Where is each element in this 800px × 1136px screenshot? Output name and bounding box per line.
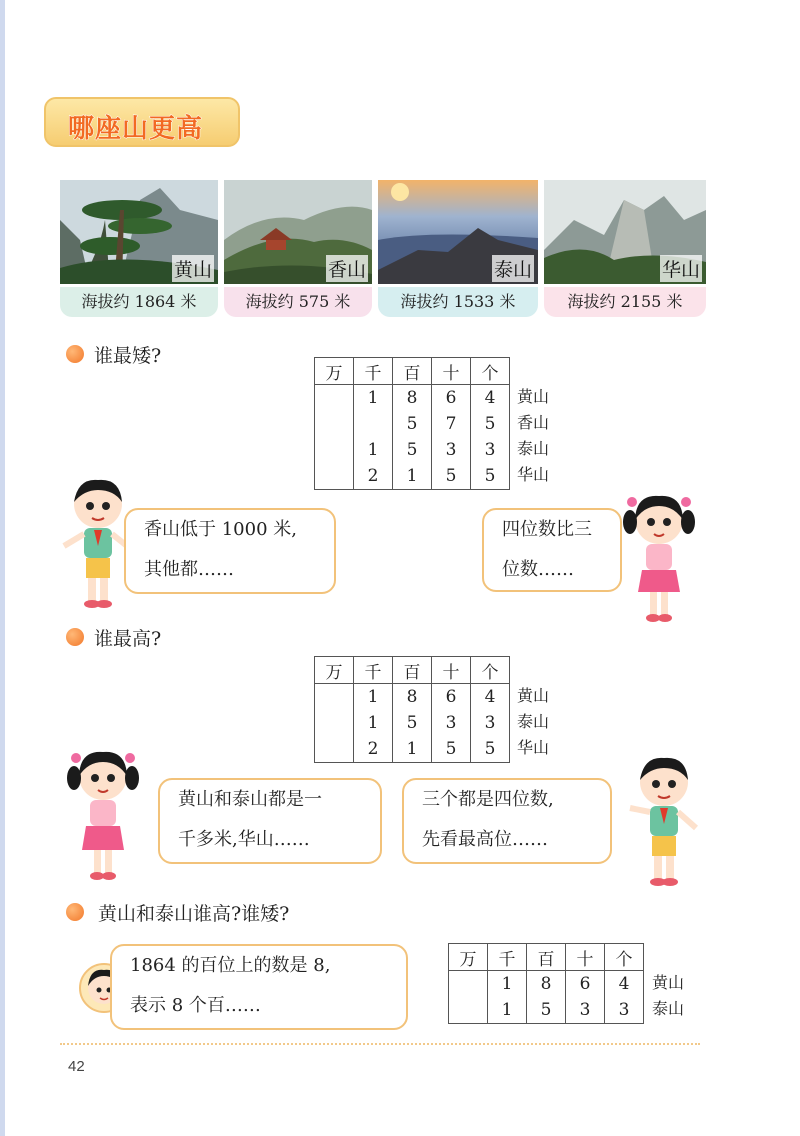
table-row — [315, 437, 510, 463]
header-shi: 十 — [432, 657, 471, 684]
bubble-line: 其他都…… — [144, 559, 234, 580]
digit-cell — [354, 411, 393, 437]
row-label: 华山 — [517, 465, 550, 484]
speech-bubble-girl-1 — [482, 508, 622, 592]
header-ge: 个 — [471, 657, 510, 684]
bubble-line: 香山低于 1000 米, — [144, 519, 297, 540]
digit-cell — [315, 411, 354, 437]
digit-cell: 8 — [393, 684, 432, 711]
bubble-line: 千多米,华山…… — [178, 829, 310, 850]
lesson-title: 哪座山更高 — [68, 114, 204, 144]
girl-character — [60, 744, 146, 888]
bullet-dot — [66, 628, 84, 646]
header-wan: 万 — [315, 358, 354, 385]
digit-cell: 5 — [484, 466, 496, 486]
digit-cell: 7 — [432, 411, 471, 437]
huangshan-photo — [60, 180, 218, 284]
table-row — [315, 463, 510, 490]
mountain-name: 华山 — [660, 255, 702, 282]
bubble-line: 先看最高位…… — [422, 829, 548, 850]
bubble-line: 表示 8 个百…… — [130, 995, 261, 1016]
question-compare: 黄山和泰山谁高?谁矮? — [98, 903, 290, 925]
digit-cell: 4 — [484, 388, 496, 408]
speech-bubble-boy-2 — [402, 778, 612, 864]
digit-cell: 1 — [488, 997, 527, 1024]
digit-cell: 3 — [432, 437, 471, 463]
mountain-name: 黄山 — [172, 255, 214, 282]
digit-cell: 8 — [393, 385, 432, 412]
bubble-line: 黄山和泰山都是一 — [178, 789, 322, 810]
digit-cell: 3 — [484, 713, 496, 733]
digit-cell: 2 — [354, 736, 393, 763]
table-row — [449, 997, 644, 1024]
mountain-name: 香山 — [326, 255, 368, 282]
digit-cell — [315, 437, 354, 463]
table-row — [449, 971, 644, 998]
row-label: 黄山 — [517, 686, 550, 705]
digit-cell — [315, 463, 354, 490]
digit-cell: 5 — [527, 997, 566, 1024]
row-label: 泰山 — [517, 439, 550, 458]
digit-cell — [315, 710, 354, 736]
question-shortest: 谁最矮? — [94, 345, 162, 367]
digit-cell: 4 — [618, 974, 630, 994]
digit-cell: 5 — [432, 463, 471, 490]
mountain-caption: 海拔约 575 米 — [224, 287, 372, 317]
huashan-photo — [544, 180, 706, 284]
header-qian: 千 — [354, 657, 393, 684]
digit-cell: 6 — [432, 684, 471, 711]
place-value-table-3 — [448, 943, 644, 1024]
digit-cell: 1 — [354, 385, 393, 412]
digit-cell: 1 — [354, 437, 393, 463]
table-row — [315, 385, 510, 412]
digit-cell: 3 — [618, 1000, 630, 1020]
table-row — [315, 411, 510, 437]
digit-cell: 5 — [393, 411, 432, 437]
lesson-title-tag — [44, 97, 240, 147]
bubble-line: 三个都是四位数, — [422, 789, 554, 810]
page-edge — [0, 0, 5, 1136]
digit-cell: 6 — [432, 385, 471, 412]
digit-cell: 4 — [484, 687, 496, 707]
table-row — [315, 684, 510, 711]
digit-cell: 5 — [393, 710, 432, 736]
digit-cell: 3 — [432, 710, 471, 736]
digit-cell: 2 — [354, 463, 393, 490]
table-row — [315, 736, 510, 763]
row-label: 泰山 — [517, 712, 550, 731]
digit-cell — [315, 684, 354, 711]
mountain-caption: 海拔约 1864 米 — [60, 287, 218, 317]
place-value-table-2 — [314, 656, 510, 763]
digit-cell: 5 — [484, 739, 496, 759]
header-shi: 十 — [432, 358, 471, 385]
digit-cell: 1 — [393, 463, 432, 490]
row-label: 香山 — [517, 413, 550, 432]
digit-cell — [449, 997, 488, 1024]
footer-divider — [60, 1043, 700, 1045]
speech-bubble-boy-3 — [110, 944, 408, 1030]
bubble-line: 四位数比三 — [502, 519, 592, 540]
speech-bubble-girl-2 — [158, 778, 382, 864]
header-qian: 千 — [354, 358, 393, 385]
header-bai: 百 — [393, 358, 432, 385]
girl-character — [616, 488, 702, 628]
table-row — [315, 710, 510, 736]
speech-bubble-boy-1 — [124, 508, 336, 594]
row-labels-2 — [517, 683, 549, 761]
digit-cell: 6 — [566, 971, 605, 998]
header-bai: 百 — [527, 944, 566, 971]
mountain-caption: 海拔约 1533 米 — [378, 287, 538, 317]
bullet-dot — [66, 345, 84, 363]
bubble-line: 位数…… — [502, 559, 574, 580]
digit-cell: 1 — [354, 684, 393, 711]
header-bai: 百 — [393, 657, 432, 684]
place-value-table-1 — [314, 357, 510, 490]
digit-cell — [315, 736, 354, 763]
mountain-name: 泰山 — [492, 255, 534, 282]
bullet-dot — [66, 903, 84, 921]
mountain-caption: 海拔约 2155 米 — [544, 287, 706, 317]
row-labels-1 — [517, 384, 549, 488]
header-qian: 千 — [488, 944, 527, 971]
bubble-line: 1864 的百位上的数是 8, — [130, 955, 331, 976]
row-label: 泰山 — [652, 999, 685, 1018]
digit-cell: 5 — [393, 437, 432, 463]
digit-cell: 1 — [354, 710, 393, 736]
header-shi: 十 — [566, 944, 605, 971]
row-labels-3 — [652, 970, 684, 1022]
row-label: 华山 — [517, 738, 550, 757]
header-wan: 万 — [315, 657, 354, 684]
digit-cell: 5 — [432, 736, 471, 763]
digit-cell: 3 — [484, 440, 496, 460]
digit-cell: 1 — [488, 971, 527, 998]
digit-cell — [315, 385, 354, 412]
question-tallest: 谁最高? — [94, 628, 162, 650]
boy-character — [624, 752, 704, 892]
digit-cell: 5 — [484, 414, 496, 434]
xiangshan-photo — [224, 180, 372, 284]
header-wan: 万 — [449, 944, 488, 971]
digit-cell: 3 — [566, 997, 605, 1024]
digit-cell: 8 — [527, 971, 566, 998]
header-ge: 个 — [471, 358, 510, 385]
page-number: 42 — [68, 1058, 85, 1075]
row-label: 黄山 — [652, 973, 685, 992]
digit-cell: 1 — [393, 736, 432, 763]
taishan-photo — [378, 180, 538, 284]
digit-cell — [449, 971, 488, 998]
header-ge: 个 — [605, 944, 644, 971]
row-label: 黄山 — [517, 387, 550, 406]
